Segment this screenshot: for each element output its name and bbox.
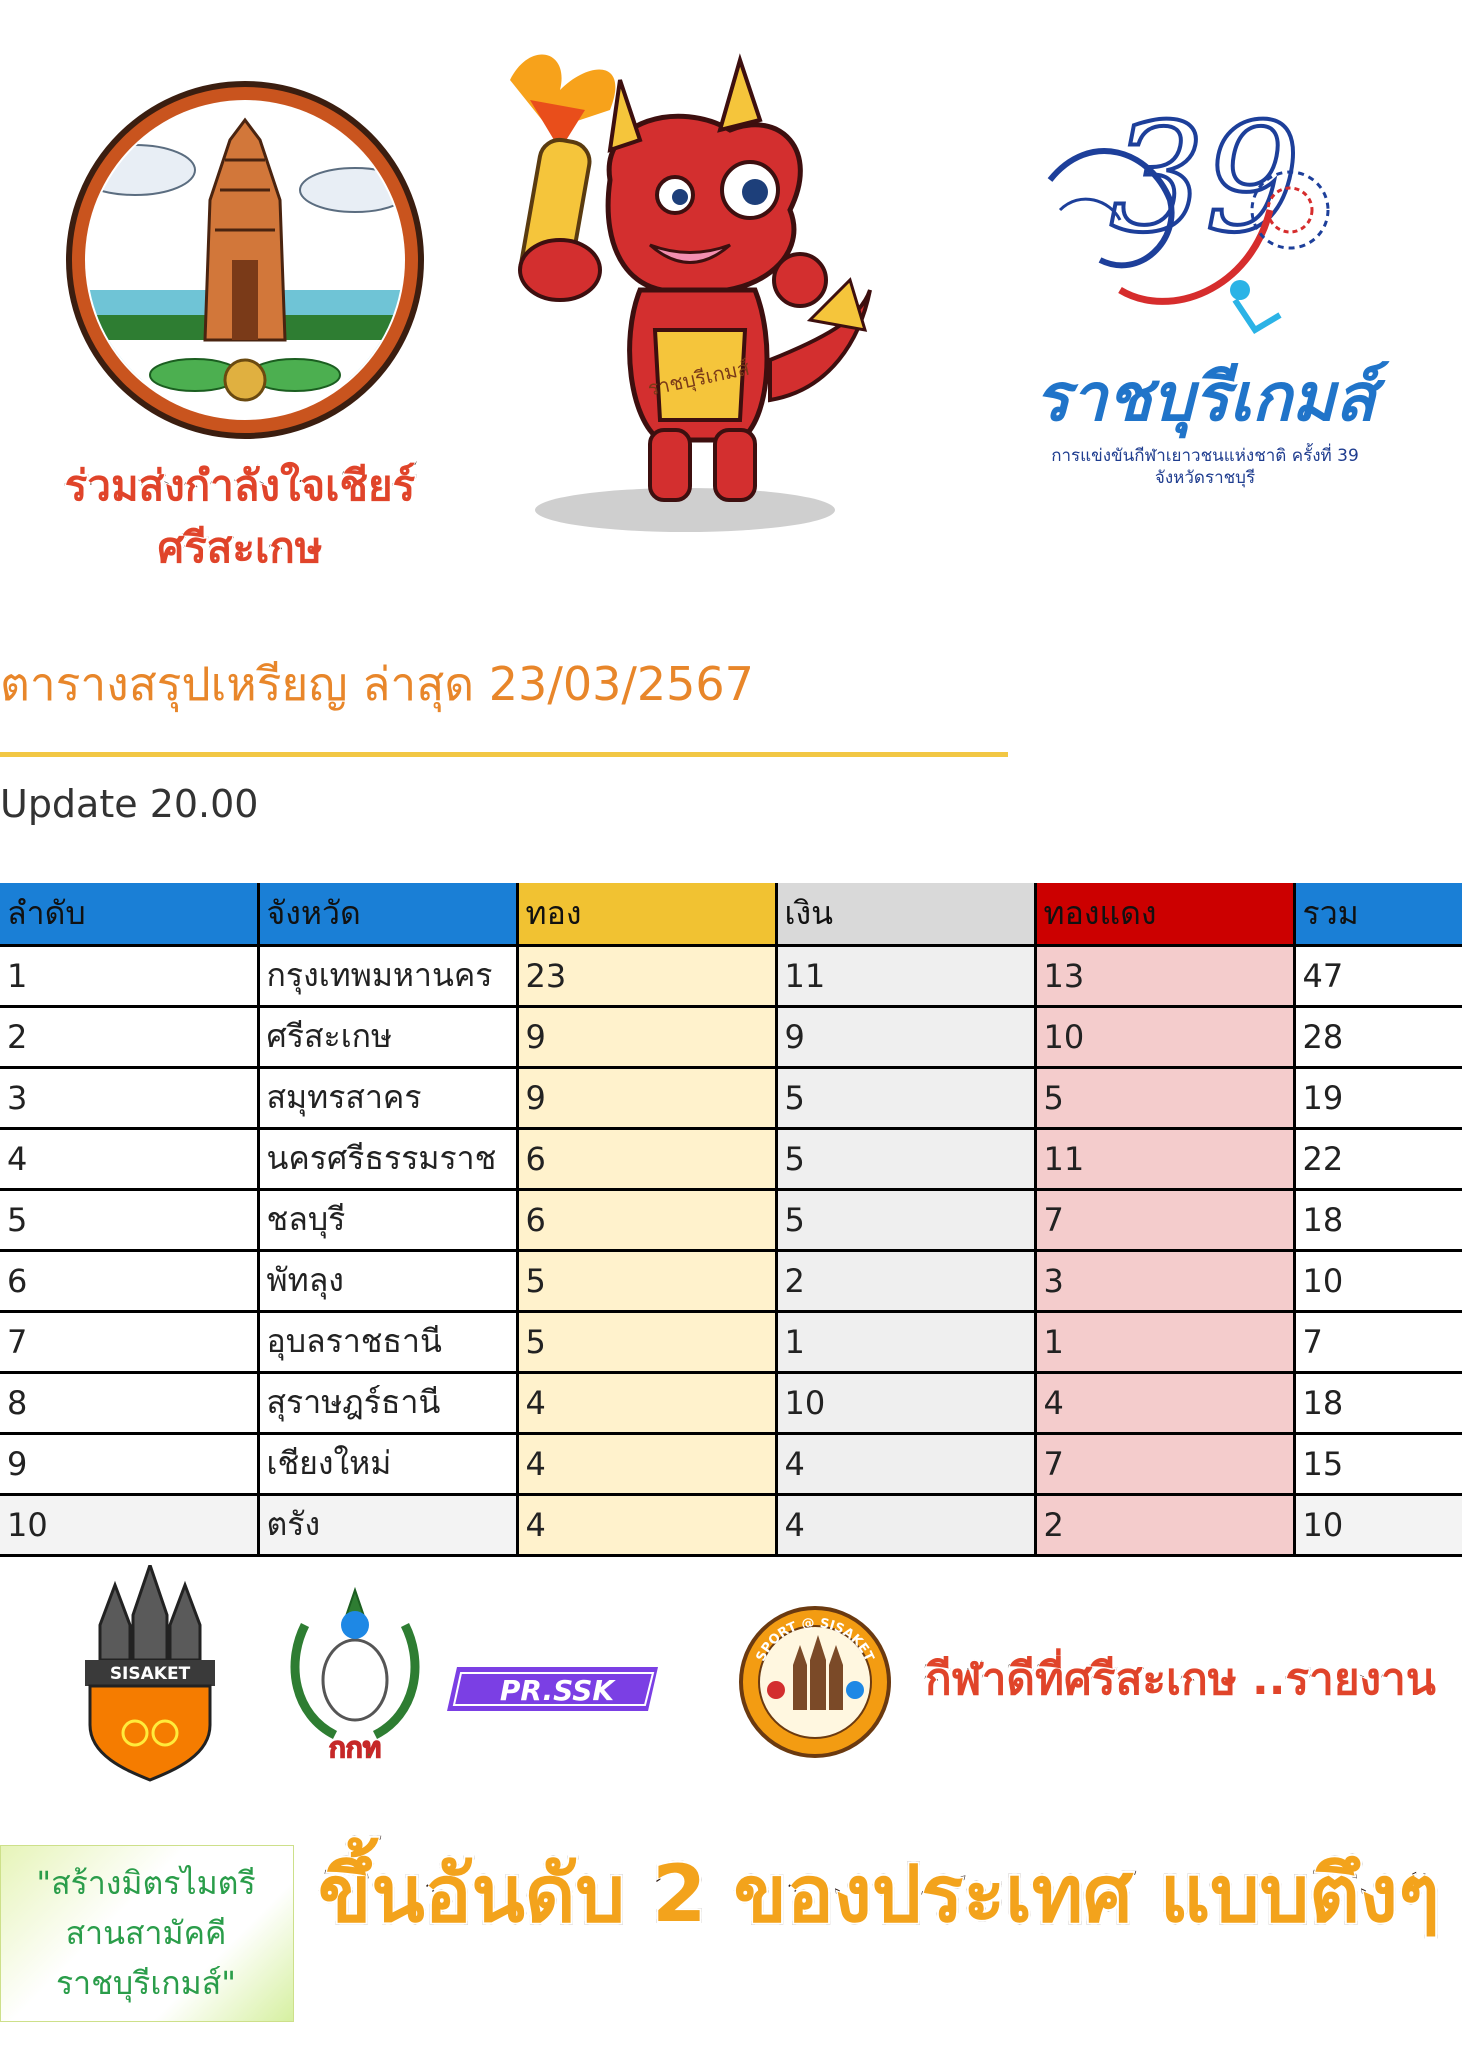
report-text: กีฬาดีที่ศรีสะเกษ ..รายงาน — [925, 1654, 1436, 1705]
cell-province: ชลบุรี — [258, 1189, 517, 1250]
table-row — [0, 1067, 1462, 1128]
cell-gold: 4 — [517, 1494, 776, 1555]
cell-total: 10 — [1294, 1494, 1462, 1555]
table-row — [0, 1006, 1462, 1067]
cell-gold: 4 — [517, 1433, 776, 1494]
table-row — [0, 1433, 1462, 1494]
update-time: Update 20.00 — [0, 782, 259, 826]
games-sub-line-2: จังหวัดราชบุรี — [1154, 468, 1256, 488]
games-logo-text: ราชบุรีเกมส์ — [1034, 359, 1376, 436]
cell-bronze: 2 — [1035, 1494, 1294, 1555]
cell-province: ตรัง — [258, 1494, 517, 1555]
sisaket-logo-text: SISAKET — [109, 1664, 191, 1684]
cell-province: เชียงใหม่ — [258, 1433, 517, 1494]
cell-total: 18 — [1294, 1189, 1462, 1250]
cell-silver: 2 — [776, 1250, 1035, 1311]
cell-gold: 5 — [517, 1250, 776, 1311]
cell-rank: 8 — [0, 1372, 258, 1433]
cell-rank: 7 — [0, 1311, 258, 1372]
cell-rank: 6 — [0, 1250, 258, 1311]
header-silver: เงิน — [776, 883, 1035, 945]
slogan-line-2: สานสามัคคี — [65, 1914, 227, 1952]
garuda-logo-text: กกท — [328, 1731, 382, 1764]
cell-bronze: 11 — [1035, 1128, 1294, 1189]
cell-silver: 11 — [776, 945, 1035, 1006]
cell-gold: 4 — [517, 1372, 776, 1433]
cell-total: 22 — [1294, 1128, 1462, 1189]
cell-rank: 2 — [0, 1006, 258, 1067]
cell-bronze: 7 — [1035, 1433, 1294, 1494]
table-row — [0, 945, 1462, 1006]
cell-total: 7 — [1294, 1311, 1462, 1372]
prssk-badge-text: PR.SSK — [499, 1674, 615, 1707]
cell-silver: 4 — [776, 1494, 1035, 1555]
cell-rank: 5 — [0, 1189, 258, 1250]
cell-silver: 5 — [776, 1189, 1035, 1250]
table-row — [0, 1128, 1462, 1189]
games-sub-line-1: การแข่งขันกีฬาเยาวชนแห่งชาติ ครั้งที่ 39 — [1051, 446, 1359, 466]
headline-text: ขึ้นอันดับ 2 ของประเทศ แบบตึงๆ — [318, 1850, 1440, 1940]
sports-authority-logo — [285, 1585, 425, 1765]
cell-bronze: 3 — [1035, 1250, 1294, 1311]
rajaburi-games-logo — [1020, 90, 1390, 450]
cell-gold: 6 — [517, 1189, 776, 1250]
cell-total: 28 — [1294, 1006, 1462, 1067]
cell-silver: 4 — [776, 1433, 1035, 1494]
table-row — [0, 1311, 1462, 1372]
cell-total: 15 — [1294, 1433, 1462, 1494]
cell-bronze: 10 — [1035, 1006, 1294, 1067]
page-title: ตารางสรุปเหรียญ ล่าสุด 23/03/2567 — [0, 657, 754, 711]
medal-table — [0, 883, 1462, 1557]
header-rank: ลำดับ — [0, 883, 258, 945]
cell-province: อุบลราชธานี — [258, 1311, 517, 1372]
table-row — [0, 1494, 1462, 1555]
cell-bronze: 4 — [1035, 1372, 1294, 1433]
slogan-text — [0, 1858, 292, 2008]
cell-bronze: 7 — [1035, 1189, 1294, 1250]
cell-total: 18 — [1294, 1372, 1462, 1433]
cell-province: นครศรีธรรมราช — [258, 1128, 517, 1189]
cell-bronze: 13 — [1035, 945, 1294, 1006]
cell-rank: 4 — [0, 1128, 258, 1189]
cell-silver: 9 — [776, 1006, 1035, 1067]
mascot-belly-text: ราชบุรีเกมส์ — [645, 355, 752, 401]
cell-gold: 9 — [517, 1006, 776, 1067]
cell-bronze: 5 — [1035, 1067, 1294, 1128]
cell-province: ศรีสะเกษ — [258, 1006, 517, 1067]
cell-province: สุราษฎร์ธานี — [258, 1372, 517, 1433]
header-province: จังหวัด — [258, 883, 517, 945]
table-header-row — [0, 883, 1462, 945]
slogan-line-1: "สร้างมิตรไมตรี — [36, 1864, 256, 1902]
cell-province: กรุงเทพมหานคร — [258, 945, 517, 1006]
sport-logo-text: SPORT @ SISAKET — [753, 1615, 877, 1664]
cell-gold: 9 — [517, 1067, 776, 1128]
cell-rank: 9 — [0, 1433, 258, 1494]
cell-gold: 6 — [517, 1128, 776, 1189]
cell-total: 10 — [1294, 1250, 1462, 1311]
dragon-mascot — [490, 40, 880, 540]
cell-silver: 1 — [776, 1311, 1035, 1372]
cheer-text — [30, 455, 450, 579]
header-gold: ทอง — [517, 883, 776, 945]
cell-silver: 5 — [776, 1128, 1035, 1189]
cell-gold: 5 — [517, 1311, 776, 1372]
games-subtitle — [1020, 445, 1390, 489]
prssk-badge — [445, 1665, 660, 1713]
slogan-line-3: ราชบุรีเกมส์" — [55, 1964, 237, 2002]
cell-rank: 10 — [0, 1494, 258, 1555]
sisaket-province-seal — [65, 80, 425, 440]
title-divider — [0, 752, 1008, 757]
cell-silver: 5 — [776, 1067, 1035, 1128]
cell-province: พัทลุง — [258, 1250, 517, 1311]
sisaket-sports-association-logo — [75, 1565, 225, 1790]
header-bronze: ทองแดง — [1035, 883, 1294, 945]
sport-sisaket-logo — [738, 1605, 893, 1760]
header-total: รวม — [1294, 883, 1462, 945]
table-row — [0, 1250, 1462, 1311]
cell-total: 19 — [1294, 1067, 1462, 1128]
cell-rank: 3 — [0, 1067, 258, 1128]
table-row — [0, 1372, 1462, 1433]
table-row — [0, 1189, 1462, 1250]
cell-bronze: 1 — [1035, 1311, 1294, 1372]
cell-silver: 10 — [776, 1372, 1035, 1433]
cell-gold: 23 — [517, 945, 776, 1006]
cell-rank: 1 — [0, 945, 258, 1006]
games-logo-number: 39 — [1109, 92, 1301, 266]
cheer-line-1: ร่วมส่งกำลังใจเชียร์ — [64, 461, 416, 510]
cheer-line-2: ศรีสะเกษ — [157, 523, 323, 572]
cell-total: 47 — [1294, 945, 1462, 1006]
cell-province: สมุทรสาคร — [258, 1067, 517, 1128]
